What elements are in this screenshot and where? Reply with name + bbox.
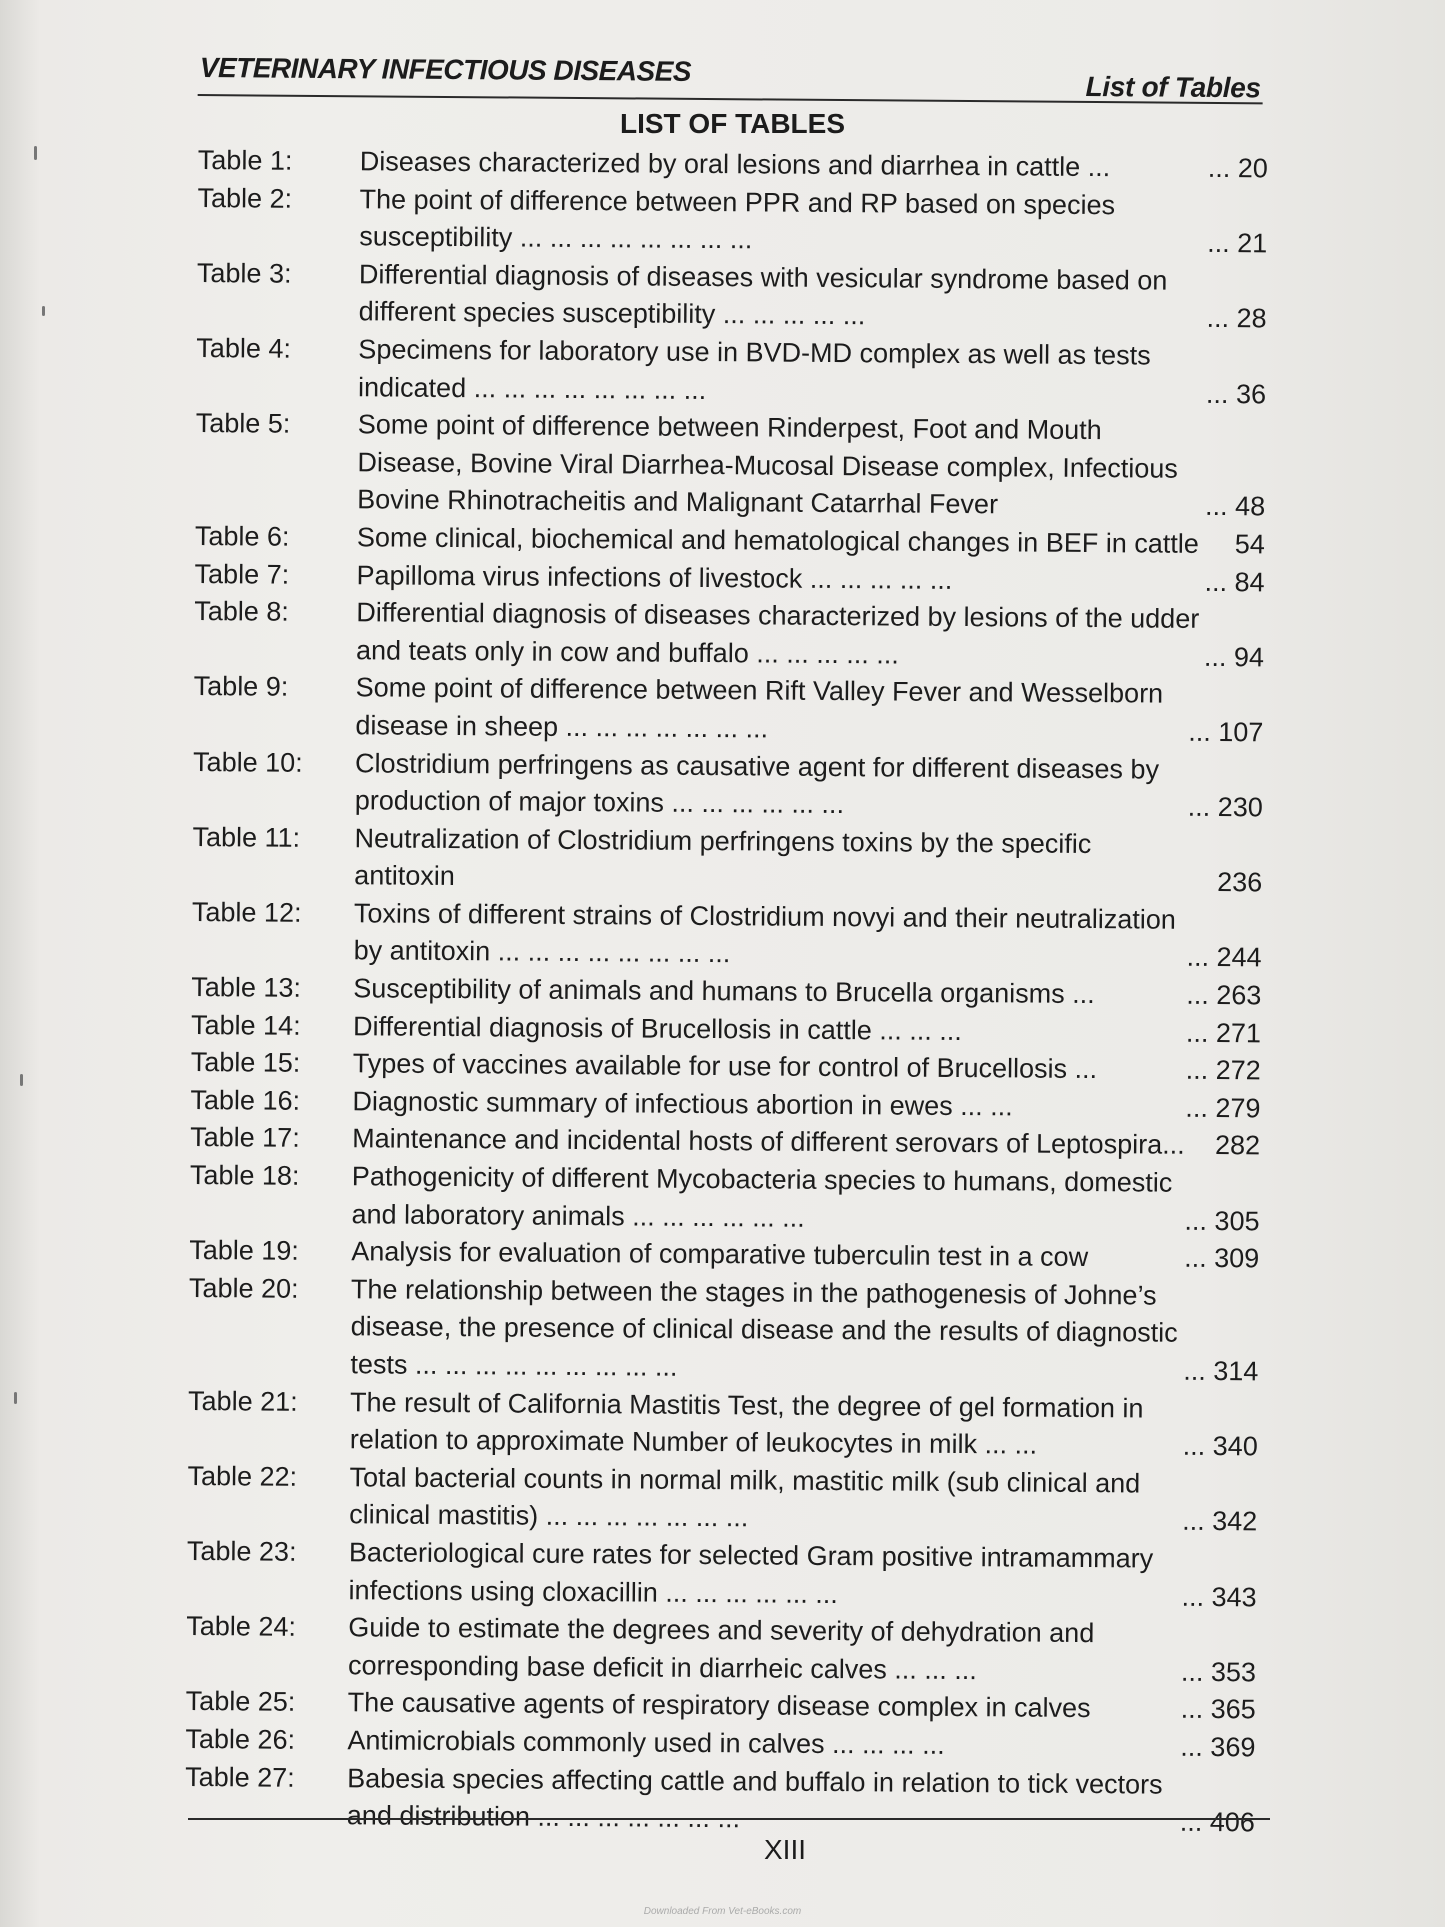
page-number: XIII xyxy=(763,1834,806,1865)
table-label: Table 6: xyxy=(194,520,290,552)
page-reference: 236 xyxy=(1217,867,1263,898)
table-title xyxy=(350,1271,1259,1391)
toc-entry xyxy=(193,668,1264,752)
table-label: Table 15: xyxy=(190,1047,301,1079)
bottom-rule xyxy=(188,1818,1270,1820)
download-note: Downloaded From Vet-eBooks.com xyxy=(643,1906,802,1917)
page-reference: ... 271 xyxy=(1185,1017,1262,1049)
toc-entry xyxy=(194,593,1265,677)
table-title-text: The result of California Mastitis Test, the degree of gel formation in relation to approximate Number of leukocytes in milk ... ... xyxy=(349,1386,1144,1460)
table-title-text: Some point of difference between Rift Valley Fever and Wesselborn disease in sheep ... ... ... ... ... ... ... xyxy=(355,672,1164,744)
toc-entry xyxy=(195,405,1266,526)
page-reference: ... 342 xyxy=(1182,1506,1258,1537)
table-title xyxy=(349,1459,1258,1541)
page-reference: ... 369 xyxy=(1180,1731,1256,1763)
page-reference: ... 272 xyxy=(1185,1055,1261,1086)
table-title-text: Maintenance and incidental hosts of different serovars of Leptospira... xyxy=(352,1123,1185,1161)
table-label: Table 18: xyxy=(189,1159,300,1191)
table-label: Table 20: xyxy=(188,1272,299,1304)
table-title-text: Neutralization of Clostridium perfringens toxins by the specific antitoxin xyxy=(354,822,1092,892)
page-reference: 54 xyxy=(1234,529,1265,560)
table-title-text: Papilloma virus infections of livestock ... ... ... ... ... xyxy=(356,559,953,595)
table-title-text: Differential diagnosis of Brucellosis in cattle ... ... ... xyxy=(352,1010,962,1046)
page-reference: ... 343 xyxy=(1181,1581,1257,1612)
toc-entry xyxy=(197,255,1268,339)
table-label: Table 7: xyxy=(194,558,290,590)
page-reference: ... 20 xyxy=(1207,152,1268,184)
table-title-text: Total bacterial counts in normal milk, mastitic milk (sub clinical and clinical mastitis) ... ... ... ... ... ... ... xyxy=(349,1462,1141,1533)
table-label: Table 3: xyxy=(196,257,292,289)
toc-entry xyxy=(196,330,1267,414)
table-title-text: Types of vaccines available for use for control of Brucellosis ... xyxy=(352,1048,1098,1085)
table-title xyxy=(353,895,1262,977)
table-title-text: The causative agents of respiratory disease complex in calves xyxy=(347,1687,1091,1724)
page-reference: ... 48 xyxy=(1205,491,1266,522)
table-label: Table 22: xyxy=(187,1460,298,1492)
page-reference: ... 21 xyxy=(1207,228,1268,259)
table-title xyxy=(348,1534,1257,1616)
table-title xyxy=(356,594,1265,676)
page-reference: ... 279 xyxy=(1185,1092,1261,1124)
toc-entry xyxy=(197,180,1268,264)
table-label: Table 19: xyxy=(189,1235,300,1267)
table-title-text: Differential diagnosis of diseases with vesicular syndrome based on different species susceptibility ... ... ... ... ... xyxy=(358,259,1168,331)
toc-entry xyxy=(189,1157,1260,1241)
table-title xyxy=(359,181,1268,263)
table-title-text: Analysis for evaluation of comparative tuberculin test in a cow xyxy=(351,1236,1089,1273)
page-reference: ... 353 xyxy=(1180,1656,1257,1688)
table-title-text: The relationship between the stages in the pathogenesis of Johne’s disease, the presence of clinical disease and the results of diagnostic tests ... ... ... ... ... ... ... ... ... xyxy=(350,1274,1178,1382)
page-reference: ... 340 xyxy=(1182,1430,1258,1462)
page-reference: ... 305 xyxy=(1184,1205,1260,1236)
running-title: VETERINARY INFECTIOUS DISEASES xyxy=(199,52,692,87)
page-reference: ... 94 xyxy=(1203,641,1265,673)
toc-entry xyxy=(188,1383,1259,1467)
table-label: Table 21: xyxy=(187,1385,298,1417)
table-title-text: Pathogenicity of different Mycobacteria species to humans, domestic and laboratory animals ... ... ... ... ... ... xyxy=(351,1161,1173,1233)
toc-entry xyxy=(185,1758,1256,1842)
toc-entry xyxy=(192,819,1263,903)
table-title xyxy=(354,820,1263,902)
table-label: Table 24: xyxy=(186,1611,297,1642)
page-reference: ... 84 xyxy=(1204,566,1265,597)
page-reference: ... 244 xyxy=(1186,942,1262,973)
table-title-text: Some clinical, biochemical and hematological changes in BEF in cattle xyxy=(356,522,1199,559)
table-label: Table 13: xyxy=(191,972,302,1003)
table-title-text: Toxins of different strains of Clostridium novyi and their neutralization by antitoxin ... ... ... ... ... ... ... ... xyxy=(353,898,1176,969)
table-label: Table 1: xyxy=(197,144,293,176)
page-reference: ... 263 xyxy=(1186,979,1262,1011)
table-title xyxy=(357,406,1266,526)
page-reference: ... 314 xyxy=(1183,1355,1259,1387)
page-reference: ... 36 xyxy=(1205,378,1267,409)
page-reference: ... 107 xyxy=(1188,716,1264,748)
table-title xyxy=(355,670,1264,752)
table-label: Table 27: xyxy=(185,1761,295,1793)
table-title-text: Guide to estimate the degrees and severity of dehydration and corresponding base deficit in diarrheic calves ... ... ... xyxy=(347,1612,1095,1685)
toc-entry xyxy=(186,1533,1257,1617)
margin-mark xyxy=(14,1392,17,1404)
table-label: Table 12: xyxy=(191,896,302,928)
table-label: Table 2: xyxy=(197,182,293,214)
table-label: Table 4: xyxy=(196,332,292,364)
table-title-text: Babesia species affecting cattle and buffalo in relation to tick vectors and distribution ... ... ... ... ... ... ... xyxy=(346,1762,1163,1834)
margin-mark xyxy=(42,306,45,316)
page-reference: 282 xyxy=(1214,1130,1261,1161)
table-title xyxy=(351,1158,1260,1240)
page-header xyxy=(198,52,1263,104)
table-label: Table 23: xyxy=(186,1535,297,1567)
table-label: Table 11: xyxy=(192,821,301,853)
table-label: Table 26: xyxy=(185,1723,296,1755)
table-list xyxy=(185,142,1268,1842)
table-label: Table 16: xyxy=(190,1084,301,1116)
table-title xyxy=(350,1384,1259,1466)
page-reference: ... 230 xyxy=(1187,791,1263,823)
table-title-text: Diseases characterized by oral lesions and diarrhea in cattle ... xyxy=(359,146,1111,183)
toc-entry xyxy=(188,1270,1259,1391)
margin-mark xyxy=(20,1074,23,1086)
table-title xyxy=(348,1609,1257,1691)
table-label: Table 8: xyxy=(194,596,290,627)
page-reference: ... 406 xyxy=(1179,1806,1255,1838)
table-title-text: Diagnostic summary of infectious abortion in ewes ... ... xyxy=(352,1086,1013,1122)
table-title-text: The point of difference between PPR and RP based on species susceptibility ... ... ... ... ... ... ... ... xyxy=(359,183,1116,255)
table-label: Table 10: xyxy=(193,746,303,778)
toc-entry xyxy=(187,1458,1258,1542)
table-title-text: Specimens for laboratory use in BVD-MD complex as well as tests indicated ... ... ... ... ... ... ... ... xyxy=(357,334,1151,405)
toc-entry xyxy=(186,1608,1257,1692)
table-title-text: Bacteriological cure rates for selected Gram positive intramammary infections using cloxacillin ... ... ... ... ... ... xyxy=(348,1537,1154,1609)
table-title-text: Clostridium perfringens as causative agent for different diseases by production of major toxins ... ... ... ... ... ... xyxy=(354,747,1160,820)
page-reference: ... 28 xyxy=(1206,303,1267,334)
table-title-text: Differential diagnosis of diseases characterized by lesions of the udder and teats only in cow and buffalo ... ... ... ... ... xyxy=(355,597,1200,670)
table-label: Table 14: xyxy=(190,1009,301,1041)
margin-mark xyxy=(34,146,37,160)
table-title-text: Some point of difference between Rinderpest, Foot and Mouth Disease, Bovine Viral Diarrhea-Mucosal Disease complex, Infectious Bovine Rhinotracheitis and Malignant Catarrhal Fever xyxy=(357,409,1178,520)
page-reference: ... 309 xyxy=(1184,1242,1260,1274)
table-title-text: Antimicrobials commonly used in calves ... ... ... ... xyxy=(347,1725,945,1760)
toc-entry xyxy=(193,743,1264,827)
table-label: Table 9: xyxy=(193,671,289,703)
table-label: Table 17: xyxy=(190,1122,300,1154)
table-label: Table 25: xyxy=(185,1686,296,1718)
table-title xyxy=(347,1760,1256,1842)
section-title: List of Tables xyxy=(1085,70,1261,104)
page-reference: ... 365 xyxy=(1180,1694,1256,1725)
toc-entry xyxy=(192,894,1263,978)
list-heading: LIST OF TABLES xyxy=(619,108,846,139)
table-title xyxy=(358,331,1267,413)
table-title xyxy=(359,256,1268,338)
table-title-text: Susceptibility of animals and humans to Brucella organisms ... xyxy=(353,973,1095,1010)
table-title xyxy=(355,745,1264,827)
table-label: Table 5: xyxy=(195,408,291,439)
